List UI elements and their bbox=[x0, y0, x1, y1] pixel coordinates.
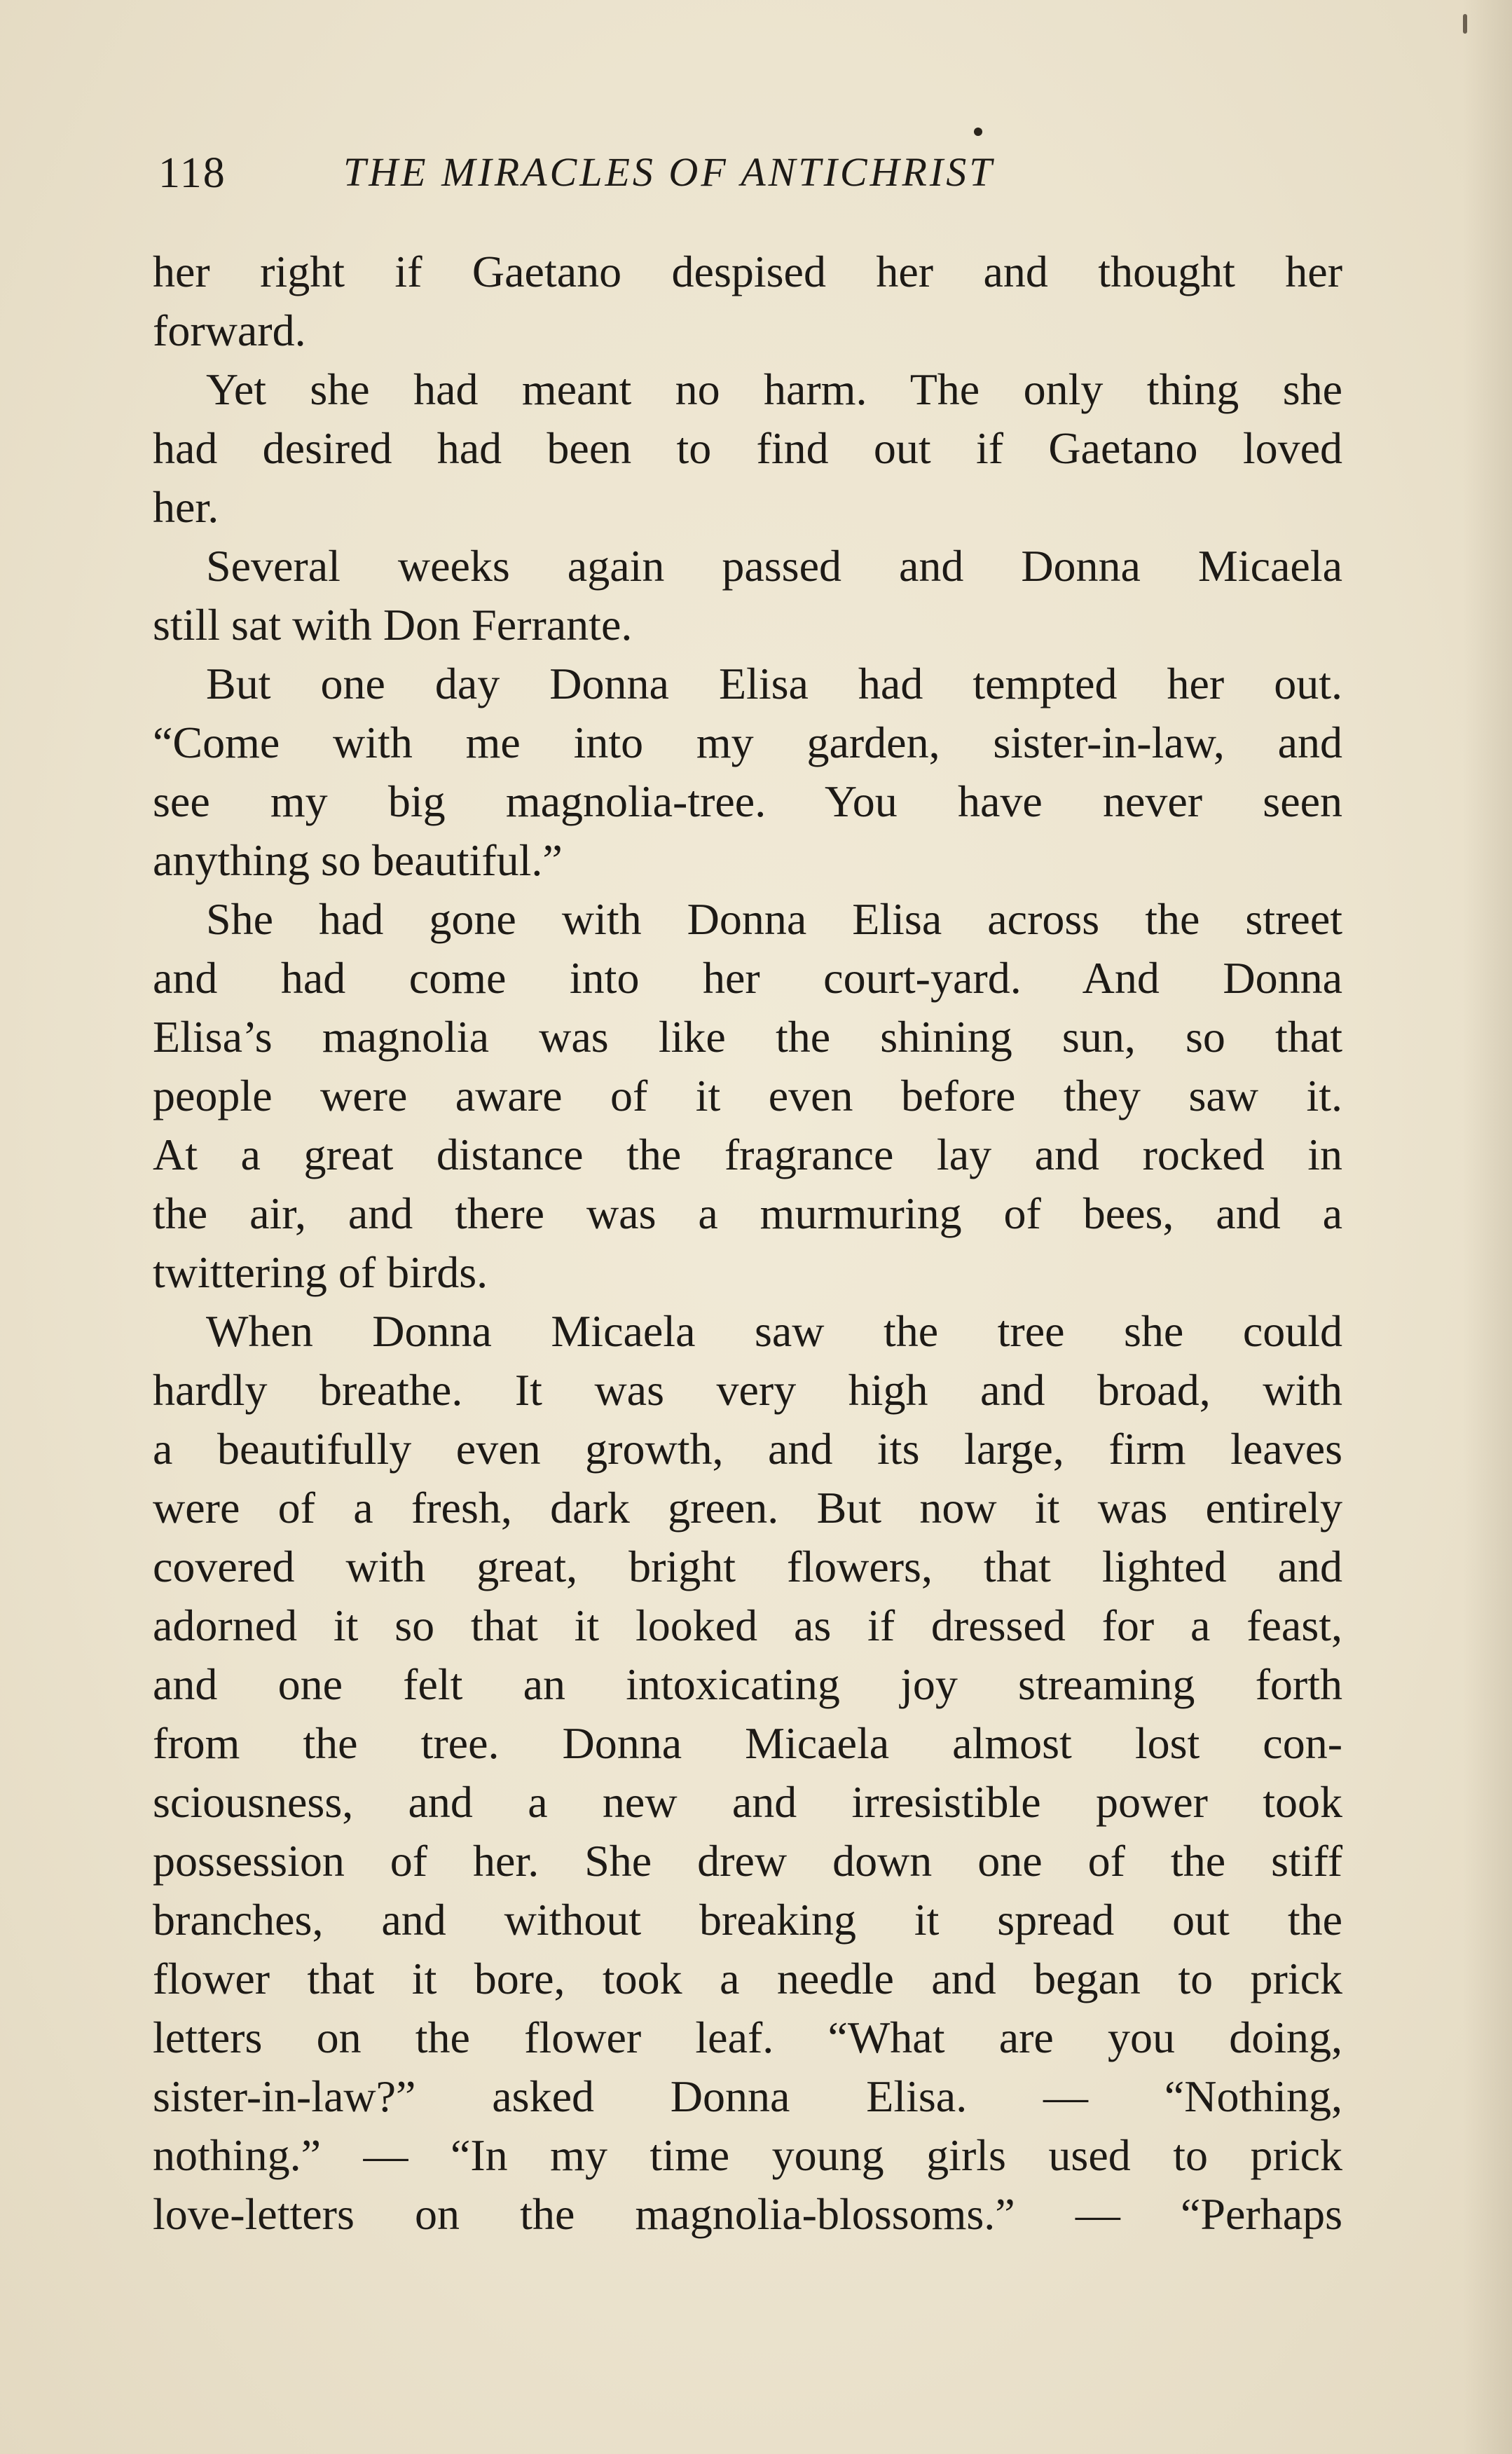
text-line: letters on the flower leaf. “What are you doing, bbox=[153, 2013, 1342, 2062]
text-line: Yet she had meant no harm. The only thing she bbox=[206, 364, 1342, 414]
running-title: THE MIRACLES OF ANTICHRIST bbox=[343, 149, 995, 195]
text-line: possession of her. She drew down one of the stiff bbox=[153, 1836, 1342, 1886]
text-line: and had come into her court-yard. And Donna bbox=[153, 953, 1342, 1003]
ink-speck bbox=[974, 128, 982, 136]
text-line: When Donna Micaela saw the tree she could bbox=[206, 1306, 1342, 1356]
text-line: adorned it so that it looked as if dressed for a feast, bbox=[153, 1600, 1342, 1650]
text-line: see my big magnolia-tree. You have never seen bbox=[153, 776, 1342, 826]
text-line: branches, and without breaking it spread out the bbox=[153, 1895, 1342, 1945]
text-line: people were aware of it even before they saw it. bbox=[153, 1071, 1342, 1120]
text-line: were of a fresh, dark green. But now it was entirely bbox=[153, 1483, 1342, 1533]
text-line: twittering of birds. bbox=[153, 1247, 488, 1297]
text-line: hardly breathe. It was very high and broad, with bbox=[153, 1365, 1342, 1415]
text-line: covered with great, bright flowers, that lighted and bbox=[153, 1542, 1342, 1591]
text-line: from the tree. Donna Micaela almost lost con- bbox=[153, 1718, 1342, 1768]
text-line: But one day Donna Elisa had tempted her out. bbox=[206, 659, 1342, 708]
ink-speck bbox=[1463, 14, 1467, 34]
text-line: the air, and there was a murmuring of bees, and a bbox=[153, 1188, 1342, 1238]
text-line: flower that it bore, took a needle and began to prick bbox=[153, 1954, 1342, 2003]
text-line: anything so beautiful.” bbox=[153, 835, 563, 885]
text-line: At a great distance the fragrance lay and rocked in bbox=[153, 1130, 1342, 1179]
text-line: “Come with me into my garden, sister-in-law, and bbox=[153, 718, 1342, 767]
text-line: forward. bbox=[153, 306, 306, 355]
text-line: sister-in-law?” asked Donna Elisa. — “Nothing, bbox=[153, 2071, 1342, 2121]
text-line: Several weeks again passed and Donna Micaela bbox=[206, 541, 1342, 591]
text-line: still sat with Don Ferrante. bbox=[153, 600, 633, 650]
text-line: had desired had been to find out if Gaetano loved bbox=[153, 423, 1342, 473]
text-line: a beautifully even growth, and its large, firm leaves bbox=[153, 1424, 1342, 1474]
page-edge-shadow bbox=[1463, 0, 1512, 2454]
body-text bbox=[153, 242, 1342, 2244]
page-number: 118 bbox=[158, 149, 226, 197]
text-line: and one felt an intoxicating joy streaming forth bbox=[153, 1659, 1342, 1709]
running-head bbox=[153, 149, 1358, 205]
text-line: nothing.” — “In my time young girls used to prick bbox=[153, 2130, 1342, 2180]
text-line: her. bbox=[153, 482, 219, 532]
text-line: Elisa’s magnolia was like the shining sun, so that bbox=[153, 1012, 1342, 1062]
text-line: sciousness, and a new and irresistible power took bbox=[153, 1777, 1342, 1827]
text-line: her right if Gaetano despised her and thought her bbox=[153, 247, 1342, 296]
text-line: love-letters on the magnolia-blossoms.” — “Perhaps bbox=[153, 2189, 1342, 2239]
text-line: She had gone with Donna Elisa across the street bbox=[206, 894, 1342, 944]
